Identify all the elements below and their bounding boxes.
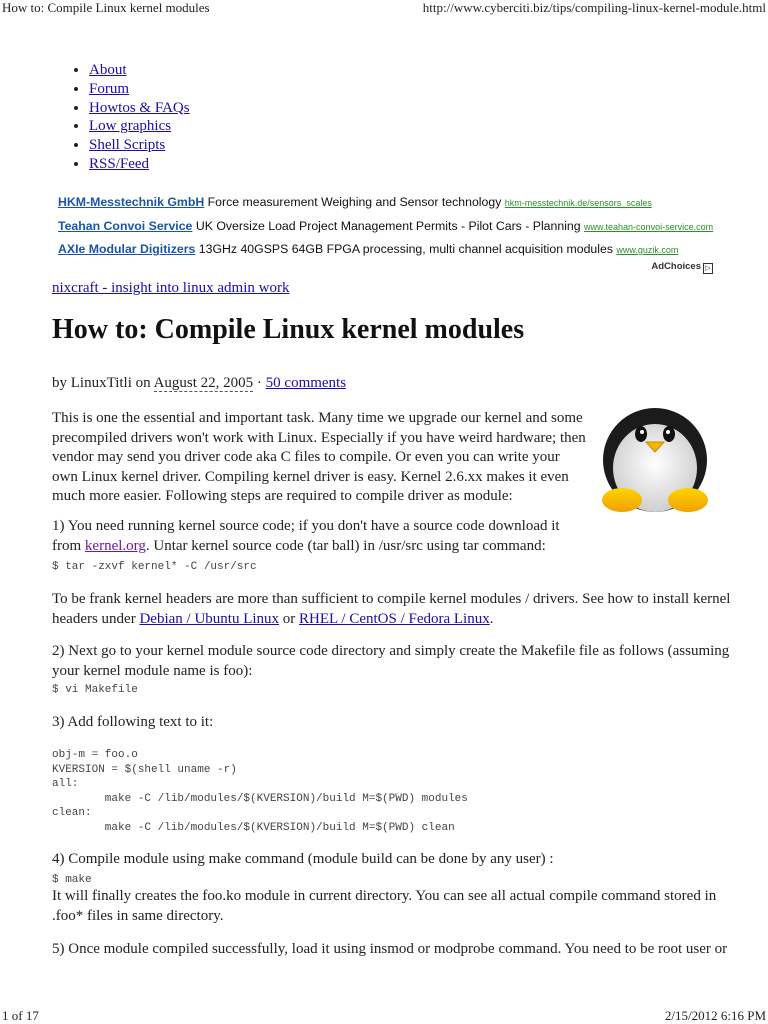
step2-paragraph: 2) Next go to your kernel module source code directory and simply create the Makefile file as follows (assuming your kernel module name is foo):: [52, 643, 730, 679]
nav-link-shell-scripts[interactable]: Shell Scripts: [89, 137, 166, 154]
comments-link[interactable]: 50 comments: [265, 375, 347, 391]
step3-paragraph: 3) Add following text to it:: [52, 714, 214, 730]
nav-link-rss-feed[interactable]: RSS/Feed: [89, 155, 150, 172]
nav-link-howtos[interactable]: Howtos & FAQs: [89, 99, 190, 116]
ad-text: Force measurement Weighing and Sensor technology: [207, 195, 502, 209]
ad-title-link[interactable]: AXIe Modular Digitizers: [58, 242, 196, 256]
headers-paragraph: [52, 590, 732, 629]
print-header-title: How to: Compile Linux kernel modules: [2, 0, 210, 15]
code-block-vi: $ vi Makefile: [52, 684, 138, 696]
ad-text: UK Oversize Load Project Management Permits - Pilot Cars - Planning: [195, 218, 581, 233]
debian-ubuntu-link[interactable]: Debian / Ubuntu Linux: [139, 610, 280, 627]
code-block-tar: $ tar -zxvf kernel* -C /usr/src: [52, 561, 257, 573]
ad-url-link[interactable]: www.teahan-convoi-service.com: [584, 221, 714, 232]
ad-item: [58, 238, 718, 262]
byline: [52, 375, 346, 392]
adchoices-icon: ▷: [703, 263, 713, 274]
adchoices-label: AdChoices: [651, 261, 701, 272]
article-title: How to: Compile Linux kernel modules: [52, 314, 525, 345]
page-counter: 1 of 17: [2, 1008, 39, 1023]
adchoices-link[interactable]: [651, 261, 713, 274]
nav-link-about[interactable]: About: [89, 62, 127, 78]
step1-text: 1) You need running kernel source code; if you don't have a source code download it from: [52, 518, 560, 554]
intro-paragraph: This is one the essential and important task. Many time we upgrade our kernel and some precompiled drivers won't work with Linux. Especially if you have weird hardware; then vendor may send you driver code aka C files to compile. Or even you can write your own Linux kernel driver. Compiling kernel driver is easy. Kernel 2.6.xx makes it even much more easier. Following steps are required to compile driver as module:: [52, 410, 586, 504]
ad-title-link[interactable]: Teahan Convoi Service: [58, 218, 193, 233]
nav-menu: [52, 61, 190, 174]
step5-paragraph: 5) Once module compiled successfully, load it using insmod or modprobe command. You need to be root user or: [52, 941, 728, 957]
rhel-centos-link[interactable]: RHEL / CentOS / Fedora Linux: [299, 610, 490, 627]
step1-paragraph: [52, 517, 592, 556]
ad-item: [58, 191, 718, 215]
ad-text: 13GHz 40GSPS 64GB FPGA processing, multi channel acquisition modules: [198, 242, 613, 256]
step4-paragraph: 4) Compile module using make command (module build can be done by any user) :: [52, 851, 554, 867]
code-block-make: $ make: [52, 874, 92, 886]
tux-penguin-icon: [596, 404, 714, 520]
site-link[interactable]: nixcraft - insight into linux admin work: [52, 280, 290, 296]
ad-item: [58, 215, 718, 239]
nav-link-low-graphics[interactable]: Low graphics: [89, 118, 172, 135]
step4-result-paragraph: It will finally creates the foo.ko module in current directory. You can see all actual compile command stored in .foo* files in same directory.: [52, 888, 717, 924]
byline-separator: ·: [253, 375, 266, 391]
print-datetime: 2/15/2012 6:16 PM: [664, 1008, 766, 1023]
step1-text-end: . Untar kernel source code (tar ball) in /usr/src using tar command:: [145, 537, 546, 554]
ad-url-link[interactable]: www.guzik.com: [616, 245, 679, 255]
ad-block: [58, 191, 718, 262]
headers-or-text: or: [279, 610, 300, 627]
code-block-makefile: obj-m = foo.o KVERSION = $(shell uname -r) all: make -C /lib/modules/$(KVERSION)/build M=$(PWD) modules clean: make -C /lib/modules/$(KVERSION)/build M=$(PWD) clean: [52, 749, 468, 834]
ad-url-link[interactable]: hkm-messtechnik.de/sensors_scales: [504, 198, 652, 208]
kernel-org-link[interactable]: kernel.org: [84, 537, 146, 554]
ad-title-link[interactable]: HKM-Messtechnik GmbH: [58, 195, 205, 209]
byline-author: by LinuxTitli on: [52, 375, 154, 391]
headers-text: To be frank kernel headers are more than sufficient to compile kernel modules / drivers. See how to install kernel headers under: [52, 591, 731, 627]
nav-link-forum[interactable]: Forum: [89, 80, 130, 97]
post-date: August 22, 2005: [153, 375, 254, 391]
print-header-url: http://www.cyberciti.biz/tips/compiling-linux-kernel-module.html: [422, 0, 766, 15]
headers-end-text: .: [489, 610, 494, 627]
